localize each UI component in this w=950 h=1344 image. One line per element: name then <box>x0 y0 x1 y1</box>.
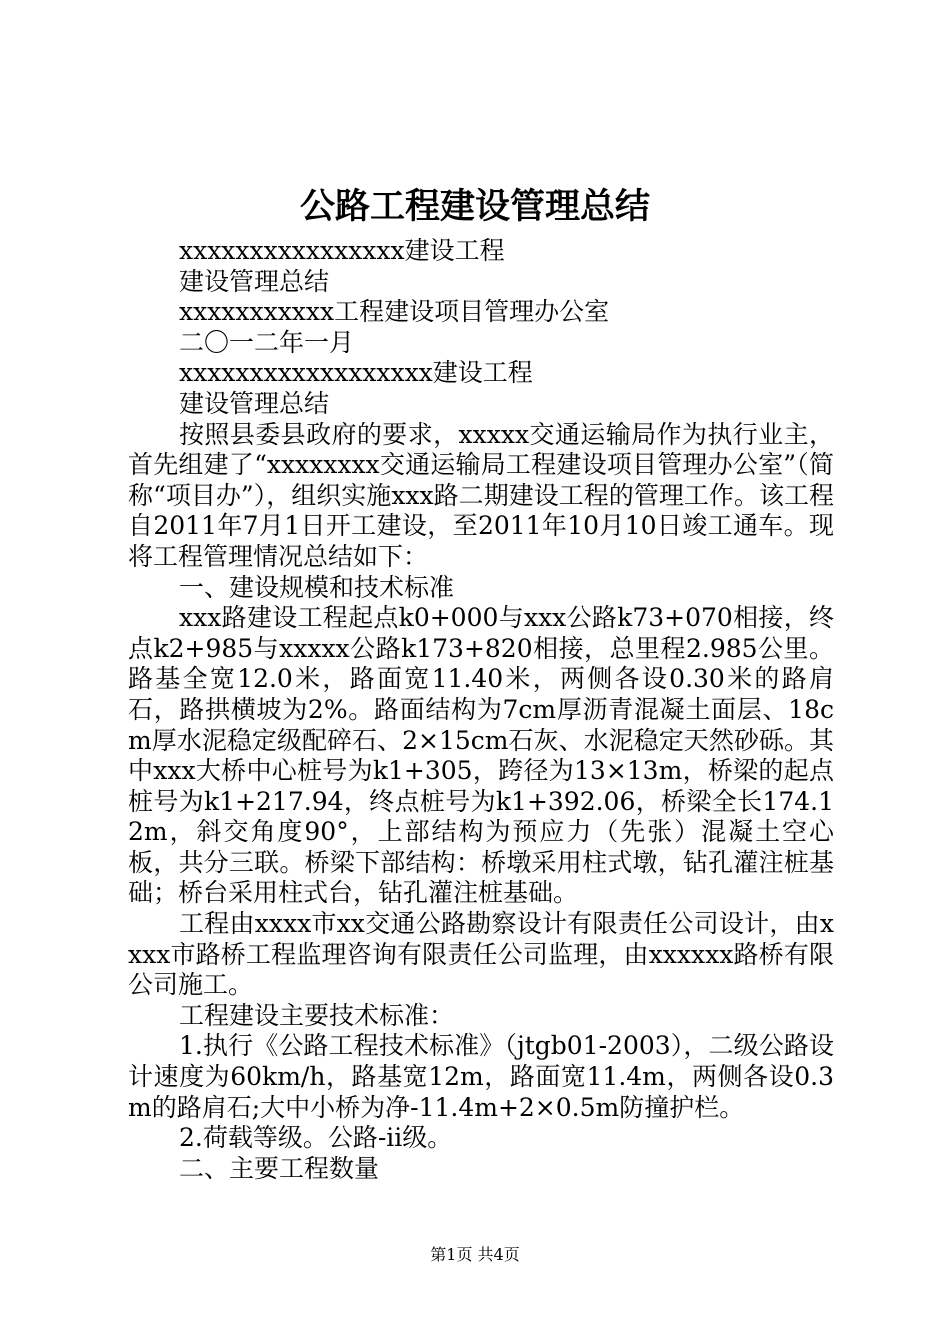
section-heading: 一、建设规模和技术标准 <box>179 572 455 602</box>
document-title: 公路工程建设管理总结 <box>299 186 650 227</box>
header-line: 建设管理总结 <box>179 266 330 296</box>
paragraph-standard-1: 1.执行《公路工程技术标准》（jtgb01-2003），二级公路设计速度为60km/h，路基宽12m，路面宽11.4m，两侧各设0.3m的路肩石;大中小桥为净-11.4m+2×0.5m防撞护栏。 <box>128 1031 834 1122</box>
page-footer: 第1页 共4页 <box>430 1245 520 1264</box>
paragraph-intro: 按照县委县政府的要求，xxxxx交通运输局作为执行业主，首先组建了“xxxxxxxx交通运输局工程建设项目管理办公室”（简称“项目办”），组织实施xxx路二期建设工程的管理工作。该工程自2011年7月1日开工建设，至2011年10月10日竣工通车。现将工程管理情况总结如下： <box>128 419 834 571</box>
header-line: xxxxxxxxxxxxxxxx建设工程 <box>179 236 505 265</box>
paragraph-parties: 工程由xxxx市xx交通公路勘察设计有限责任公司设计，由xxxx市路桥工程监理咨询有限责任公司监理，由xxxxxx路桥有限公司施工。 <box>128 909 834 1000</box>
header-line: xxxxxxxxxxx工程建设项目管理办公室 <box>179 297 610 327</box>
header-line: 二〇一二年一月 <box>179 327 355 357</box>
paragraph-standards-heading: 工程建设主要技术标准： <box>179 1000 455 1030</box>
paragraph-scale: xxx路建设工程起点k0+000与xxx公路k73+070相接，终点k2+985与xxxxx公路k173+820相接，总里程2.985公里。路基全宽12.0米，路面宽11.40米，两侧各设0.30米的路肩石，路拱横坡为2%。路面结构为7cm厚沥青混凝土面层、18cm厚水泥稳定级配碎石、2×15cm石灰、水泥稳定天然砂砾。其中xxx大桥中心桩号为k1+305，跨径为13×13m，桥梁的起点桩号为k1+217.94，终点桩号为k1+392.06，桥梁全长174.12m，斜交角度90°，上部结构为预应力（先张）混凝土空心板，共分三联。桥梁下部结构：桥墩采用柱式墩，钻孔灌注桩基础；桥台采用柱式台，钻孔灌注桩基础。 <box>128 603 834 908</box>
header-line: 建设管理总结 <box>179 388 330 418</box>
section-heading: 二、主要工程数量 <box>179 1153 380 1183</box>
header-line: xxxxxxxxxxxxxxxxxx建设工程 <box>179 358 533 388</box>
paragraph-standard-2: 2.荷载等级。公路-ii级。 <box>179 1123 453 1153</box>
document-body <box>128 236 834 1184</box>
